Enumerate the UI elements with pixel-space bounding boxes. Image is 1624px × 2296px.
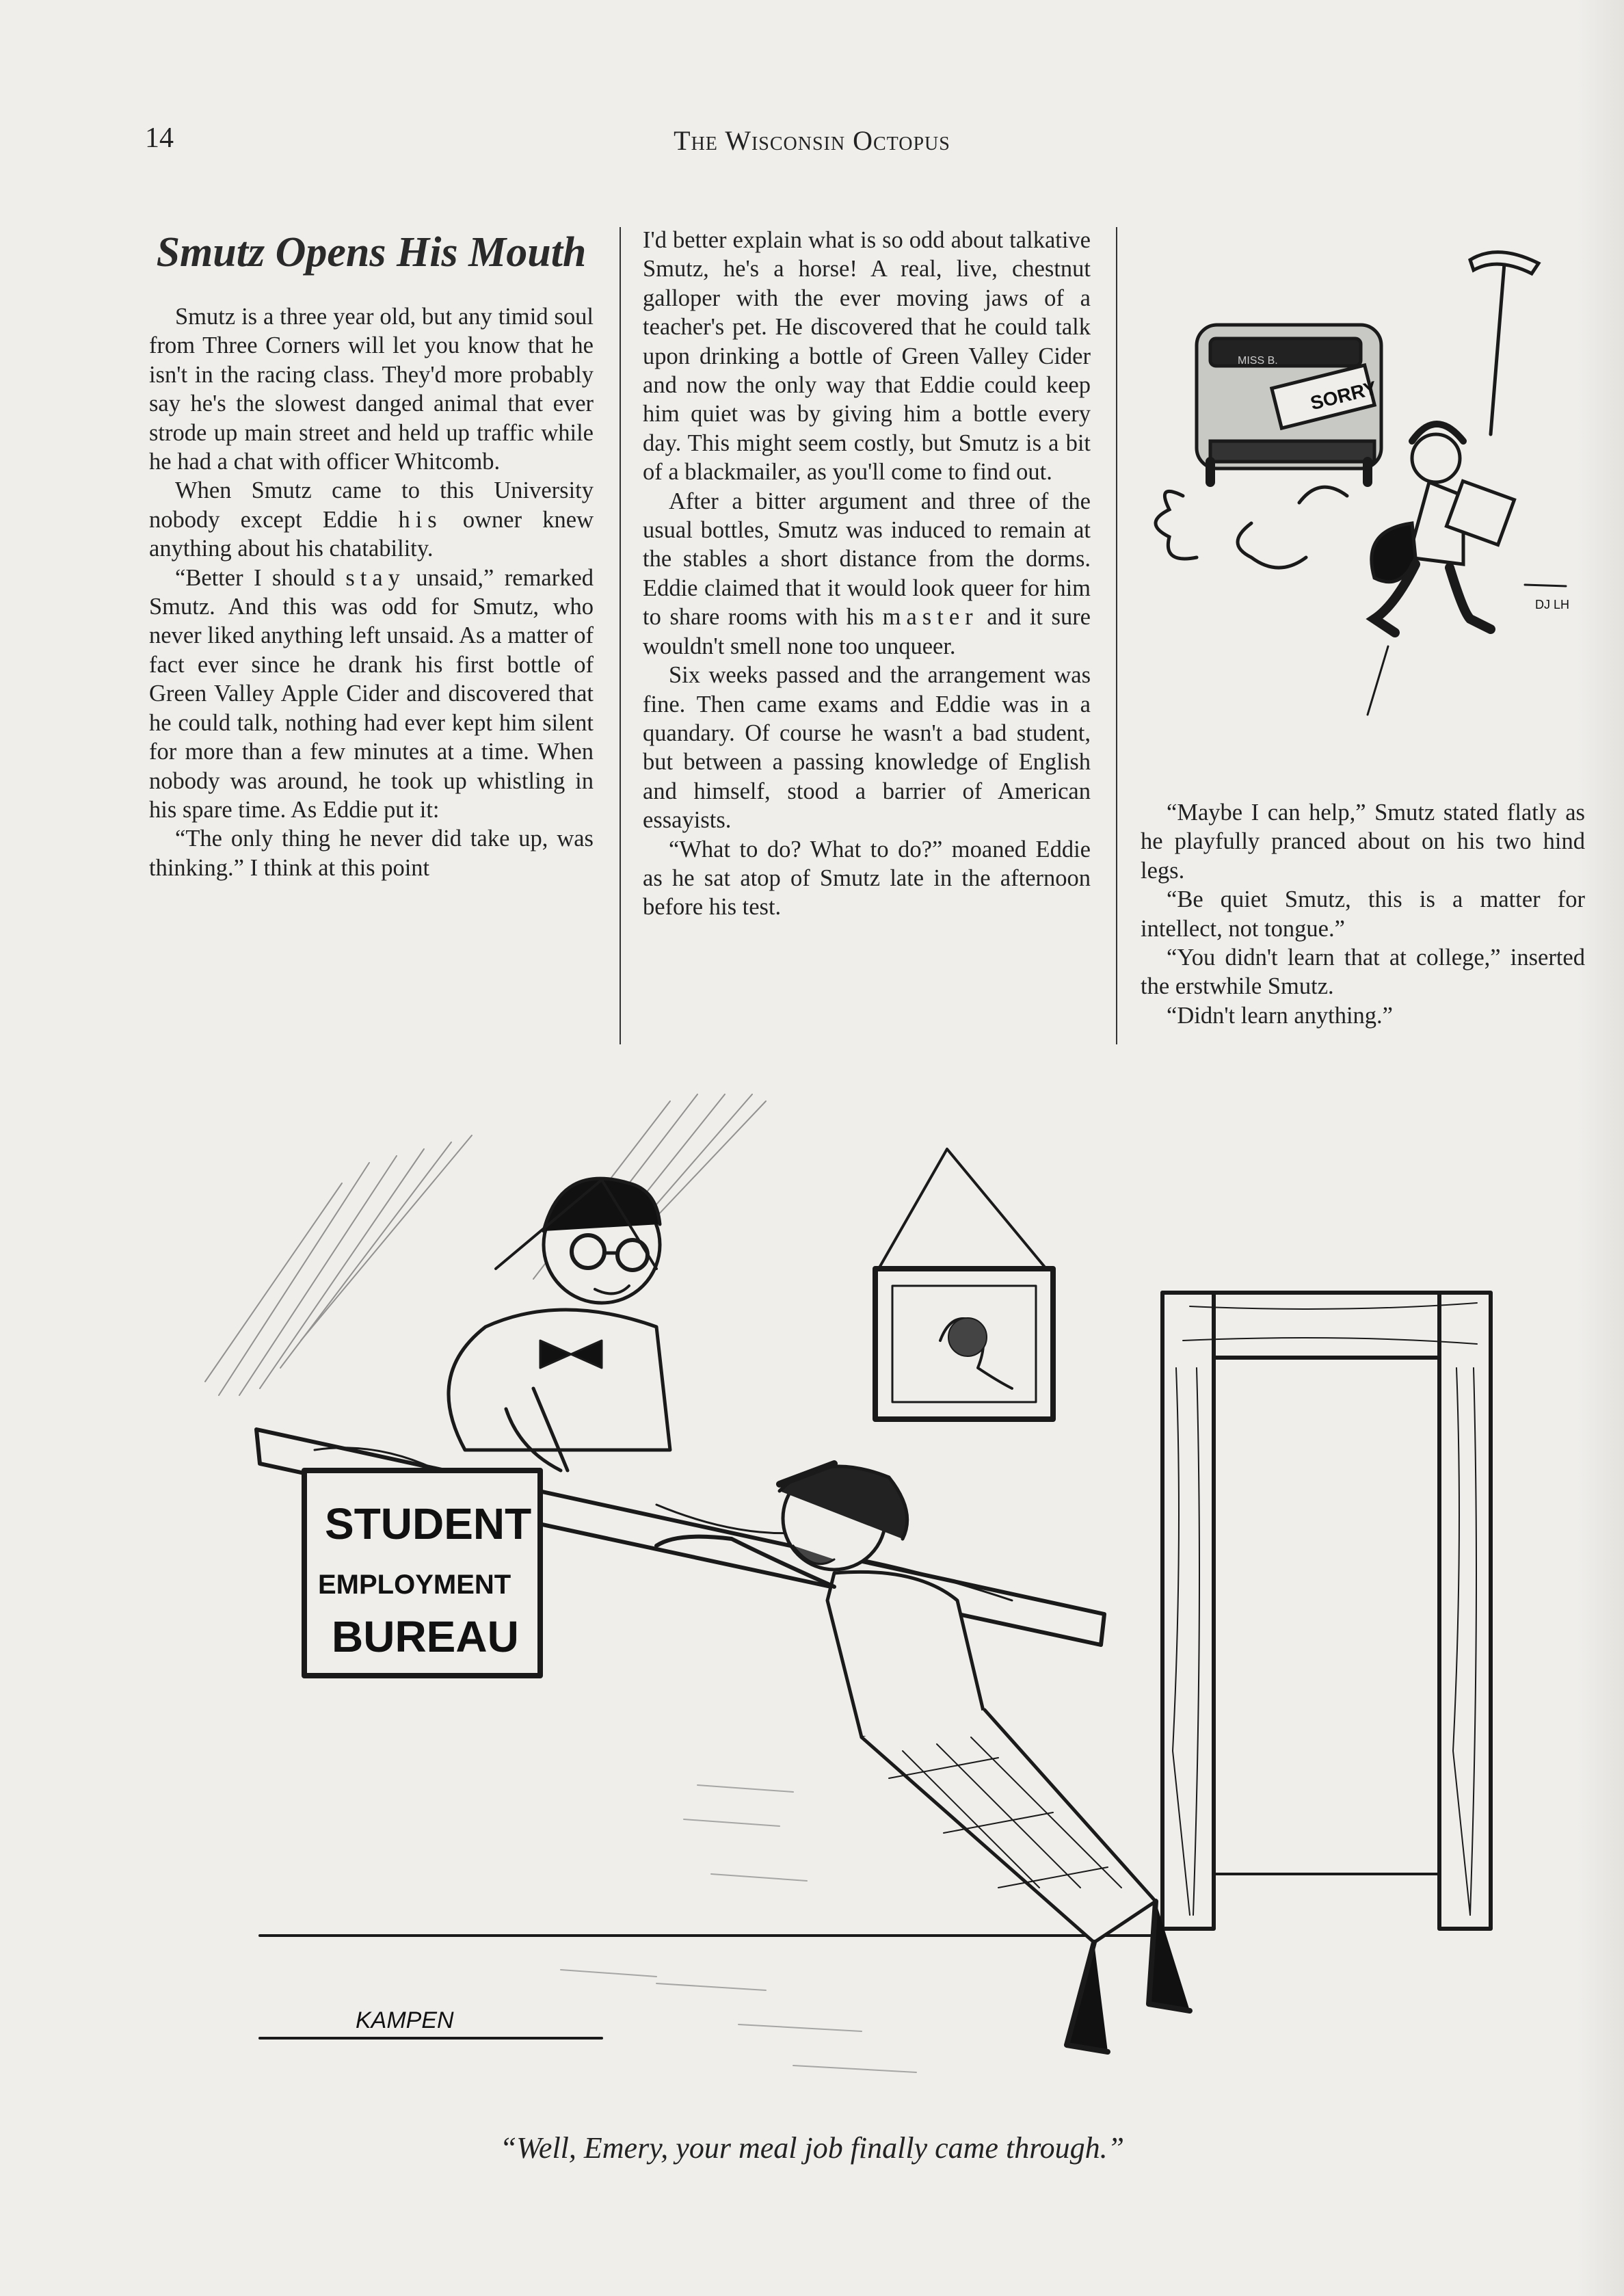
paragraph: I'd better explain what is so odd about talkative Smutz, he's a horse! A real, live, chestnut galloper with the ever moving jaws of a teacher's pet. He discovered that he could talk upon drinking a bottle of Green Valley Cider and now the only way that Eddie could keep him quiet was by giving him a bottle every day. This might seem costly, but Smutz is a bit of a blackmailer, as you'll come to find out. (643, 227, 1091, 486)
bus-label: MISS B. (1238, 355, 1278, 367)
paragraph: When Smutz came to this University nobody except Eddie his owner knew anything about his chatability. (149, 477, 594, 562)
artist-signature: KAMPEN (356, 2007, 454, 2033)
article-column-2 (643, 226, 1091, 922)
bus-cartoon-illustration (1142, 236, 1586, 756)
paragraph: “The only thing he never did take up, was thinking.” I think at this point (149, 826, 594, 881)
artist-initials: DJ LH (1535, 598, 1570, 611)
story-title: Smutz Opens His Mouth (156, 229, 587, 276)
column-rule (620, 227, 621, 1044)
paragraph: Smutz is a three year old, but any timid soul from Three Corners will let you know that he isn't in the racing class. They'd more probably say he's the slowest danged animal that ever strode up main street and held up traffic while he had a chat with officer Whitcomb. (149, 304, 594, 475)
paragraph: “Maybe I can help,” Smutz stated flatly as he playfully pranced about on his two hind legs. (1141, 800, 1585, 884)
paragraph: “Didn't learn anything.” (1167, 1002, 1393, 1029)
paragraph: “You didn't learn that at college,” inserted the erstwhile Smutz. (1141, 945, 1585, 1000)
article-column-3 (1141, 798, 1585, 1030)
sign-line-2: EMPLOYMENT (318, 1570, 511, 1600)
sign-line-1: STUDENT (325, 1499, 532, 1548)
cartoon-caption: “Well, Emery, your meal job finally came through.” (499, 2131, 1125, 2165)
sorry-sign-text: SORRY (1308, 377, 1379, 414)
paragraph: “Be quiet Smutz, this is a matter for intellect, not tongue.” (1141, 886, 1585, 942)
paragraph: “What to do? What to do?” moaned Eddie as he sat atop of Smutz late in the afternoon before his test. (643, 836, 1091, 921)
paragraph: “Better I should stay unsaid,” remarked Smutz. And this was odd for Smutz, who never liked anything left unsaid. As a matter of fact ever since he drank his first bottle of Green Valley Apple Cider and discovered that he could talk, nothing had ever kept him silent for more than a few minutes at a time. When nobody was around, he took up whistling in his spare time. As Eddie put it: (149, 564, 594, 823)
paragraph: Six weeks passed and the arrangement was fine. Then came exams and Eddie was in a quandary. Of course he wasn't a bad student, but between a passing knowledge of English and himself, stood a barrier of American essayists. (643, 662, 1091, 834)
publication-title: The Wisconsin Octopus (674, 125, 950, 156)
employment-bureau-cartoon (178, 1067, 1539, 2134)
page-number: 14 (145, 122, 174, 154)
sign-line-3: BUREAU (332, 1612, 519, 1661)
column-rule (1116, 227, 1117, 1044)
paragraph: After a bitter argument and three of the usual bottles, Smutz was induced to remain at the stables a short distance from the dorms. Eddie claimed that it would look queer for him to share rooms with his master and it sure wouldn't smell none too unqueer. (643, 488, 1091, 659)
article-column-1 (149, 226, 594, 882)
